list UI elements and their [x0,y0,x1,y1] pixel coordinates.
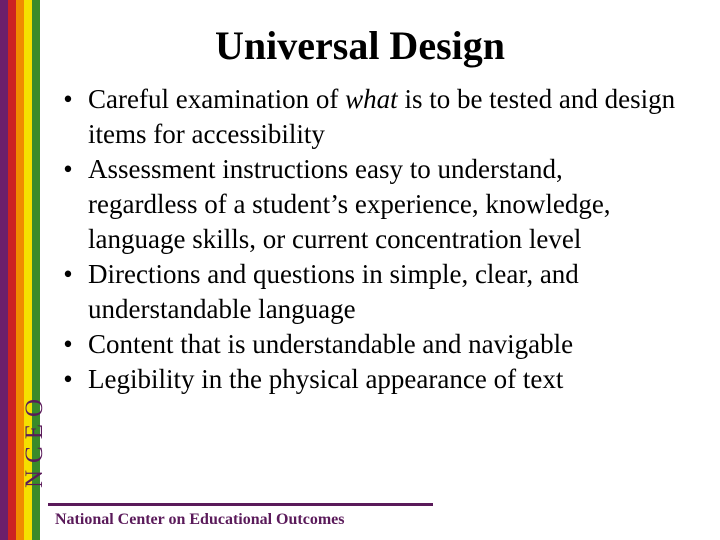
bullet-text: Legibility in the physical appearance of text [88,364,564,394]
bullet-icon: • [63,259,73,289]
bullet-item [56,327,676,362]
bullet-icon: • [63,329,73,359]
slide-title: Universal Design [215,23,505,68]
bullet-icon: • [63,84,73,114]
bullet-icon: • [63,154,73,184]
footer-organization-name: National Center on Educational Outcomes [55,511,345,528]
red-stripe [8,0,16,540]
bullet-emphasis: what [345,84,398,114]
bullet-text: Content that is understandable and navigable [88,329,574,359]
bullet-item [56,257,676,327]
bullet-list [56,82,676,397]
bullet-item [56,362,676,397]
nceo-side-label: NCEO [21,391,48,488]
bullet-item [56,82,676,152]
bullet-icon: • [63,364,73,394]
bullet-text: Careful examination of [88,84,346,114]
bullet-text: Assessment instructions easy to understand, regardless of a student’s experience, knowledge, language skills, or current concentration level [88,154,611,254]
footer-rule [48,503,433,506]
bullet-text-continued: is to be tested and design items for accessibility [88,84,676,149]
bullet-text: Directions and questions in simple, clear, and understandable language [88,259,579,324]
purple-stripe [0,0,8,540]
bullet-item [56,152,676,257]
